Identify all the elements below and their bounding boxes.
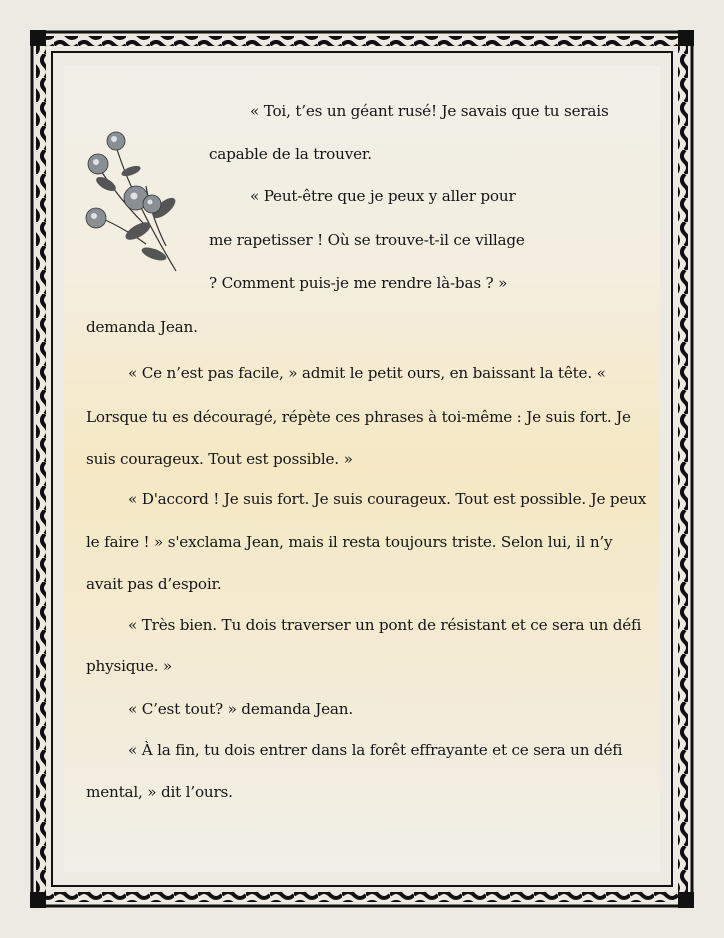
story-line-11: le faire ! » s'exclama Jean, mais il resta toujours triste. Selon lui, il n’y — [86, 533, 613, 551]
story-line-12: avait pas d’espoir. — [86, 575, 222, 593]
story-line-3: « Peut-être que je peux y aller pour — [250, 187, 516, 205]
story-line-5: ? Comment puis-je me rendre là-bas ? » — [209, 274, 508, 292]
story-line-8: Lorsque tu es découragé, répète ces phrases à toi-même : Je suis fort. Je — [86, 408, 631, 426]
story-line-13: « Très bien. Tu dois traverser un pont de résistant et ce sera un défi — [128, 616, 642, 634]
flower-illustration-icon — [76, 126, 186, 276]
story-line-1: « Toi, t’es un géant rusé! Je savais que tu serais — [250, 102, 609, 120]
story-line-15: « C’est tout? » demanda Jean. — [128, 700, 353, 718]
story-line-17: mental, » dit l’ours. — [86, 783, 233, 801]
story-line-7: « Ce n’est pas facile, » admit le petit ours, en baissant la tête. « — [128, 364, 606, 382]
story-line-9: suis courageux. Tout est possible. » — [86, 450, 353, 468]
story-line-6: demanda Jean. — [86, 318, 198, 336]
story-line-14: physique. » — [86, 657, 172, 675]
story-line-4: me rapetisser ! Où se trouve-t-il ce village — [209, 231, 525, 249]
story-line-16: « À la fin, tu dois entrer dans la forêt effrayante et ce sera un défi — [128, 741, 623, 759]
story-line-10: « D'accord ! Je suis fort. Je suis courageux. Tout est possible. Je peux — [128, 490, 647, 508]
story-line-2: capable de la trouver. — [209, 145, 372, 163]
